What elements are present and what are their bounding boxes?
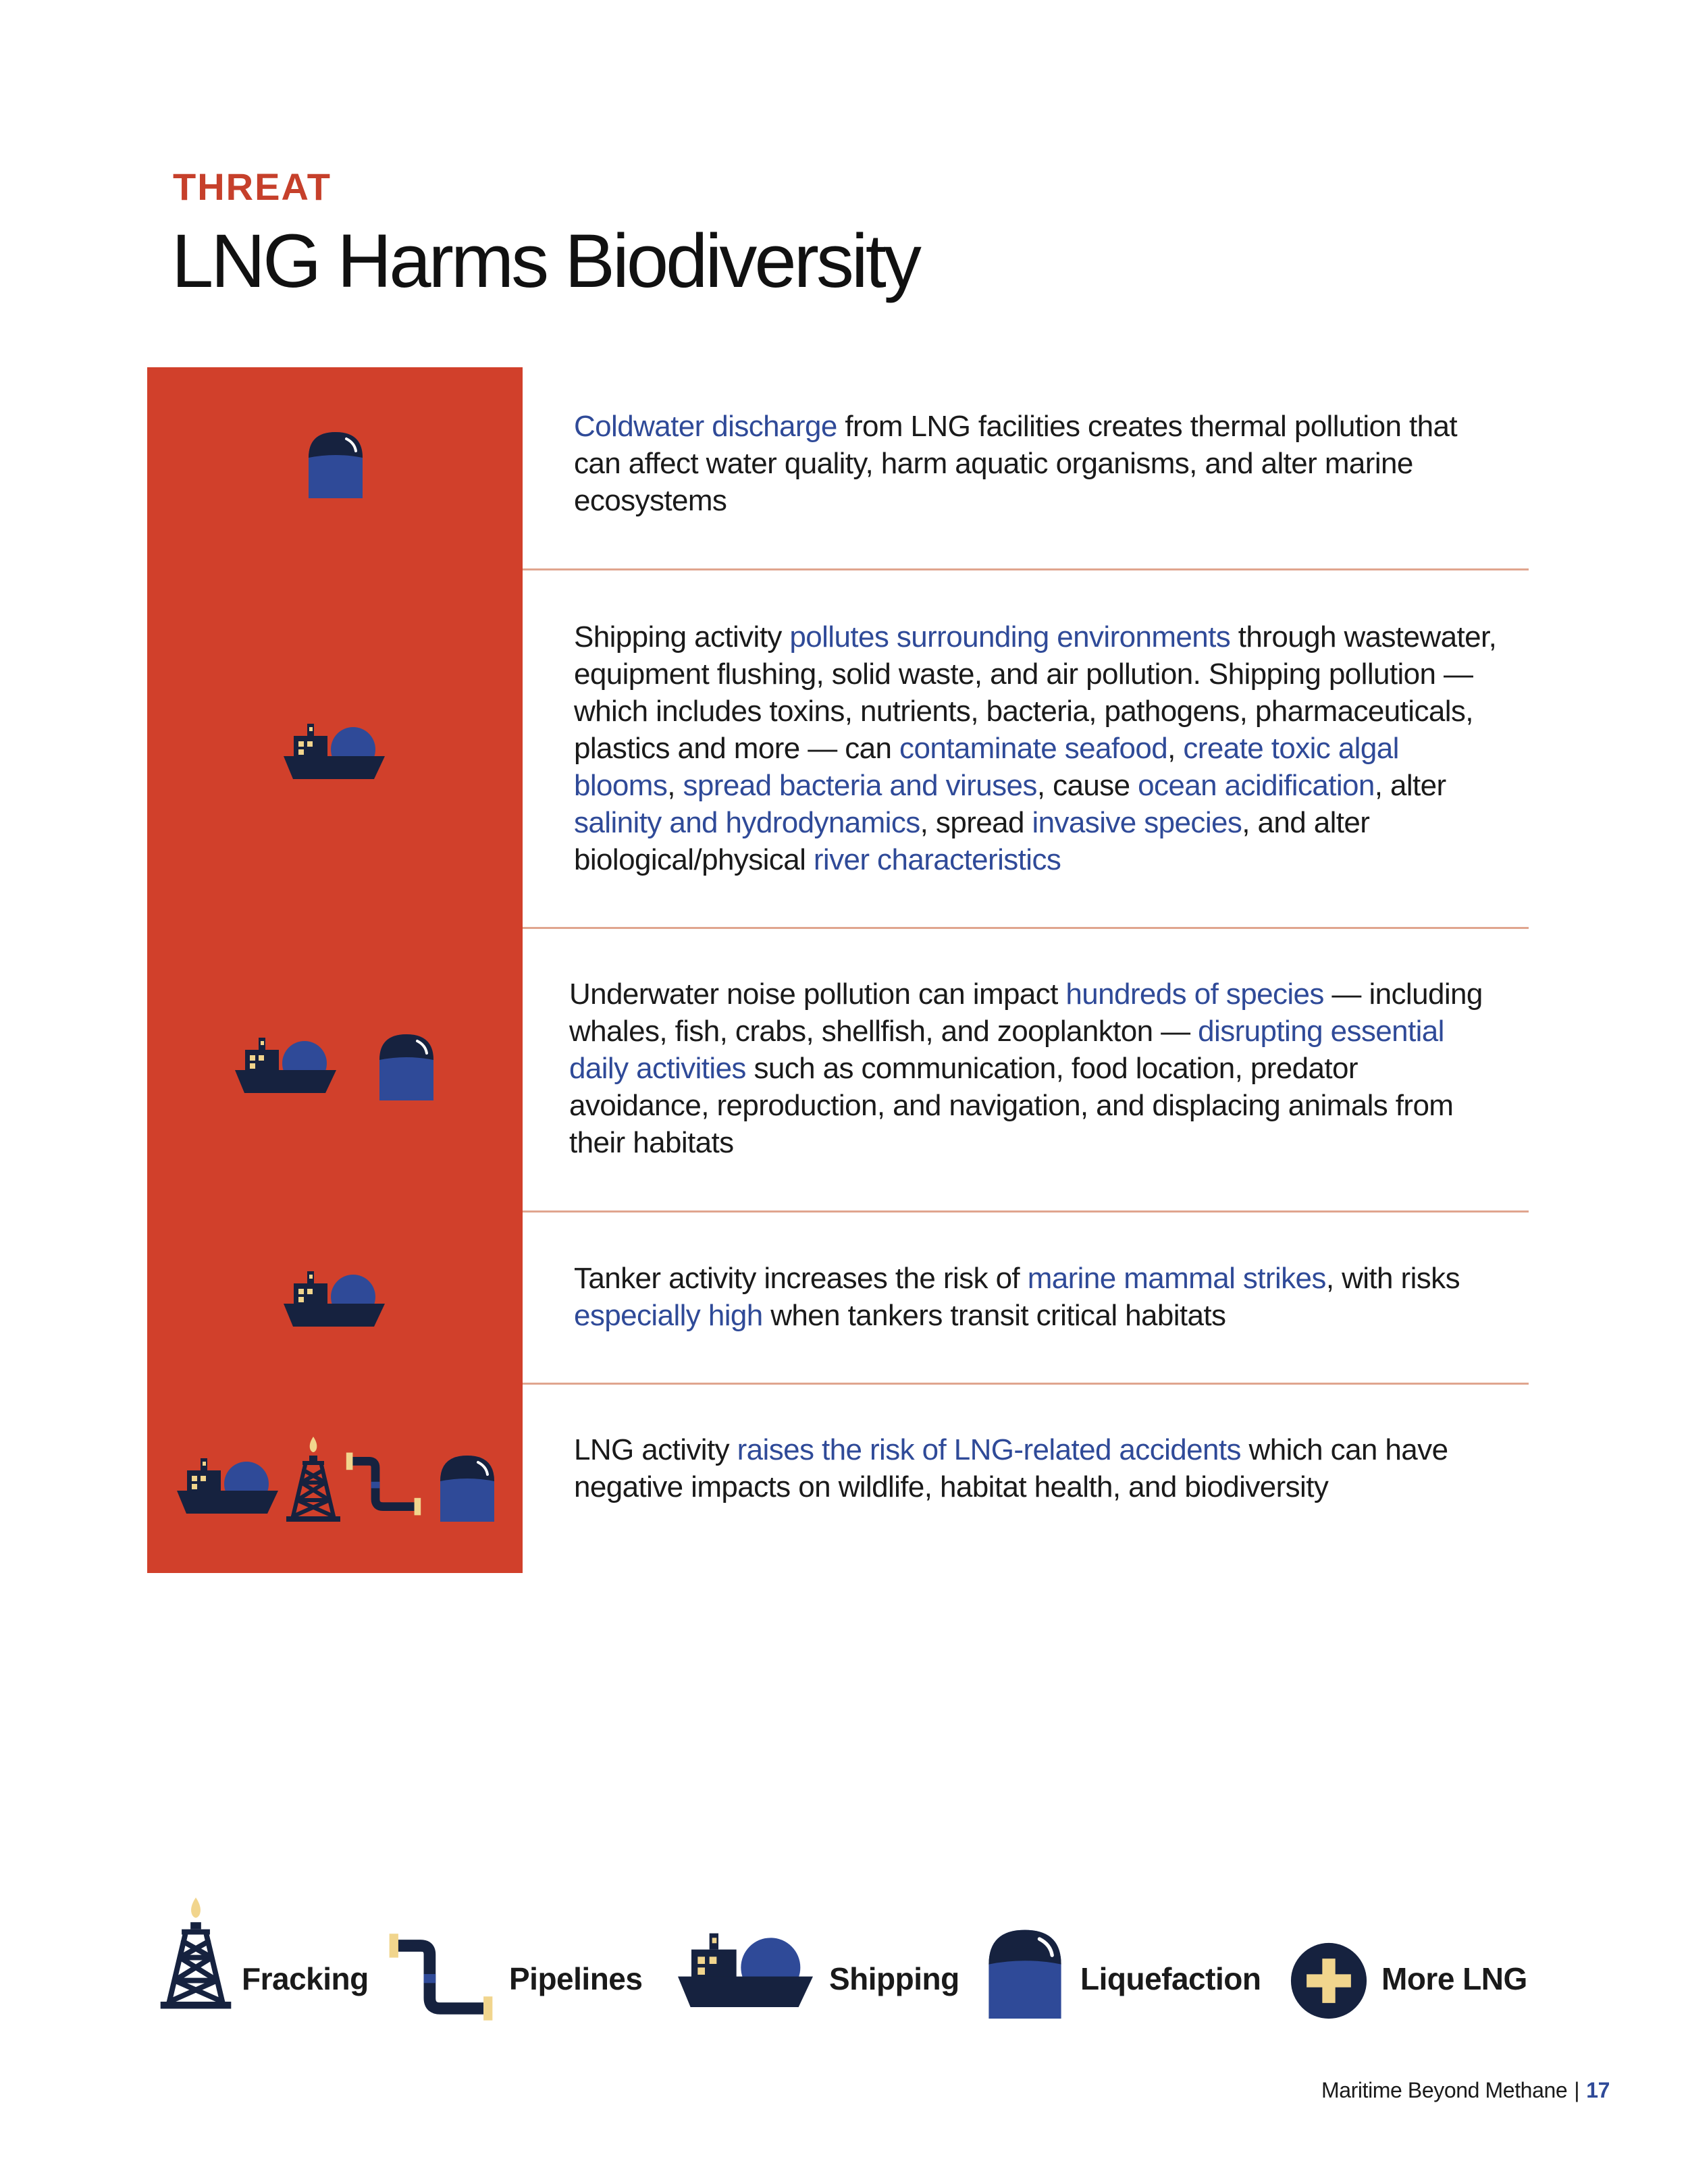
text-segment: , (667, 769, 683, 802)
legend-label-more-lng: More LNG (1381, 1961, 1527, 1996)
text-link[interactable]: ocean acidification (1138, 769, 1375, 802)
legend-label-fracking: Fracking (242, 1961, 369, 1996)
text-segment: through wastewater, equipment flushing, solid waste, and air pollution. Shipping pollution — which includes toxins, nutrients, bacteria, pathogens, pharmaceuticals, plastics and more — can (574, 620, 1497, 765)
pipeline-icon (385, 1932, 497, 2029)
text-segment: , (1167, 732, 1184, 765)
text-segment: Tanker activity increases the risk of (574, 1262, 1028, 1295)
ship-icon (284, 1264, 385, 1332)
row-text-4 (574, 1260, 1506, 1334)
legend (0, 1877, 1688, 2012)
text-segment: which can have negative impacts on wildlife, habitat health, and biodiversity (574, 1433, 1448, 1503)
ship-icon (235, 1031, 336, 1098)
text-link[interactable]: disrupting essential daily activities (569, 1015, 1444, 1085)
fracking-rig-icon (159, 1896, 232, 2010)
text-link[interactable]: salinity and hydrodynamics (574, 806, 920, 839)
page-title: LNG Harms Biodiversity (172, 219, 919, 303)
page-footer (1321, 2078, 1610, 2103)
text-segment: Shipping activity (574, 620, 790, 654)
text-segment: — including whales, fish, crabs, shellfish, and zooplankton — (569, 978, 1483, 1048)
publication-name: Maritime Beyond Methane (1321, 2078, 1568, 2102)
text-link[interactable]: pollutes surrounding environments (789, 620, 1231, 654)
text-link[interactable]: Coldwater discharge (574, 410, 837, 443)
row-icons-1 (147, 367, 523, 570)
row-icons-3 (147, 928, 523, 1212)
row-text-5 (574, 1431, 1506, 1506)
divider (523, 568, 1529, 570)
text-segment: , alter (1374, 769, 1446, 802)
divider (523, 1383, 1529, 1385)
text-segment: , with risks (1325, 1262, 1460, 1295)
text-segment: from LNG facilities creates thermal pollution that can affect water quality, harm aquatic organisms, and alter marine ecosystems (574, 410, 1457, 517)
text-link[interactable]: raises the risk of LNG-related accidents (737, 1433, 1241, 1466)
text-link[interactable]: create toxic algal blooms (574, 732, 1399, 802)
text-segment: , spread (920, 806, 1032, 839)
ship-icon (678, 1924, 813, 2015)
legend-label-shipping: Shipping (829, 1961, 959, 1996)
legend-label-liquefaction: Liquefaction (1080, 1961, 1261, 1996)
text-segment: Underwater noise pollution can impact (569, 978, 1066, 1011)
text-link[interactable]: spread bacteria and viruses (683, 769, 1037, 802)
text-link[interactable]: hundreds of species (1065, 978, 1324, 1011)
row-text-2 (574, 618, 1506, 878)
divider (523, 1210, 1529, 1213)
ship-icon (177, 1451, 278, 1519)
legend-label-pipelines: Pipelines (509, 1961, 643, 1996)
row-text-1 (574, 408, 1506, 519)
liquefaction-tank-icon (988, 1928, 1061, 2019)
liquefaction-tank-icon (440, 1454, 494, 1522)
text-link[interactable]: contaminate seafood (899, 732, 1168, 765)
plus-circle-icon (1290, 1942, 1368, 2020)
text-segment: such as communication, food location, predator avoidance, reproduction, and navigation, and displacing animals from their habitats (569, 1052, 1454, 1159)
row-text-3 (569, 976, 1501, 1161)
eyebrow-label: THREAT (173, 165, 332, 208)
text-link[interactable]: marine mammal strikes (1027, 1262, 1326, 1295)
ship-icon (284, 717, 385, 784)
row-icons-4 (147, 1212, 523, 1384)
text-link[interactable]: invasive species (1032, 806, 1242, 839)
divider (523, 927, 1529, 929)
text-link[interactable]: especially high (574, 1299, 763, 1332)
footer-separator: | (1574, 2078, 1580, 2102)
text-segment: when tankers transit critical habitats (762, 1299, 1226, 1332)
liquefaction-tank-icon (309, 431, 363, 498)
text-segment: , cause (1036, 769, 1138, 802)
text-link[interactable]: river characteristics (813, 843, 1061, 876)
page-number: 17 (1586, 2078, 1610, 2102)
pipeline-icon (343, 1451, 424, 1522)
row-icons-5 (147, 1384, 523, 1573)
row-icons-2 (147, 570, 523, 928)
liquefaction-tank-icon (379, 1033, 433, 1100)
fracking-rig-icon (286, 1435, 340, 1523)
text-segment: LNG activity (574, 1433, 737, 1466)
text-segment: , and alter biological/physical (574, 806, 1370, 876)
